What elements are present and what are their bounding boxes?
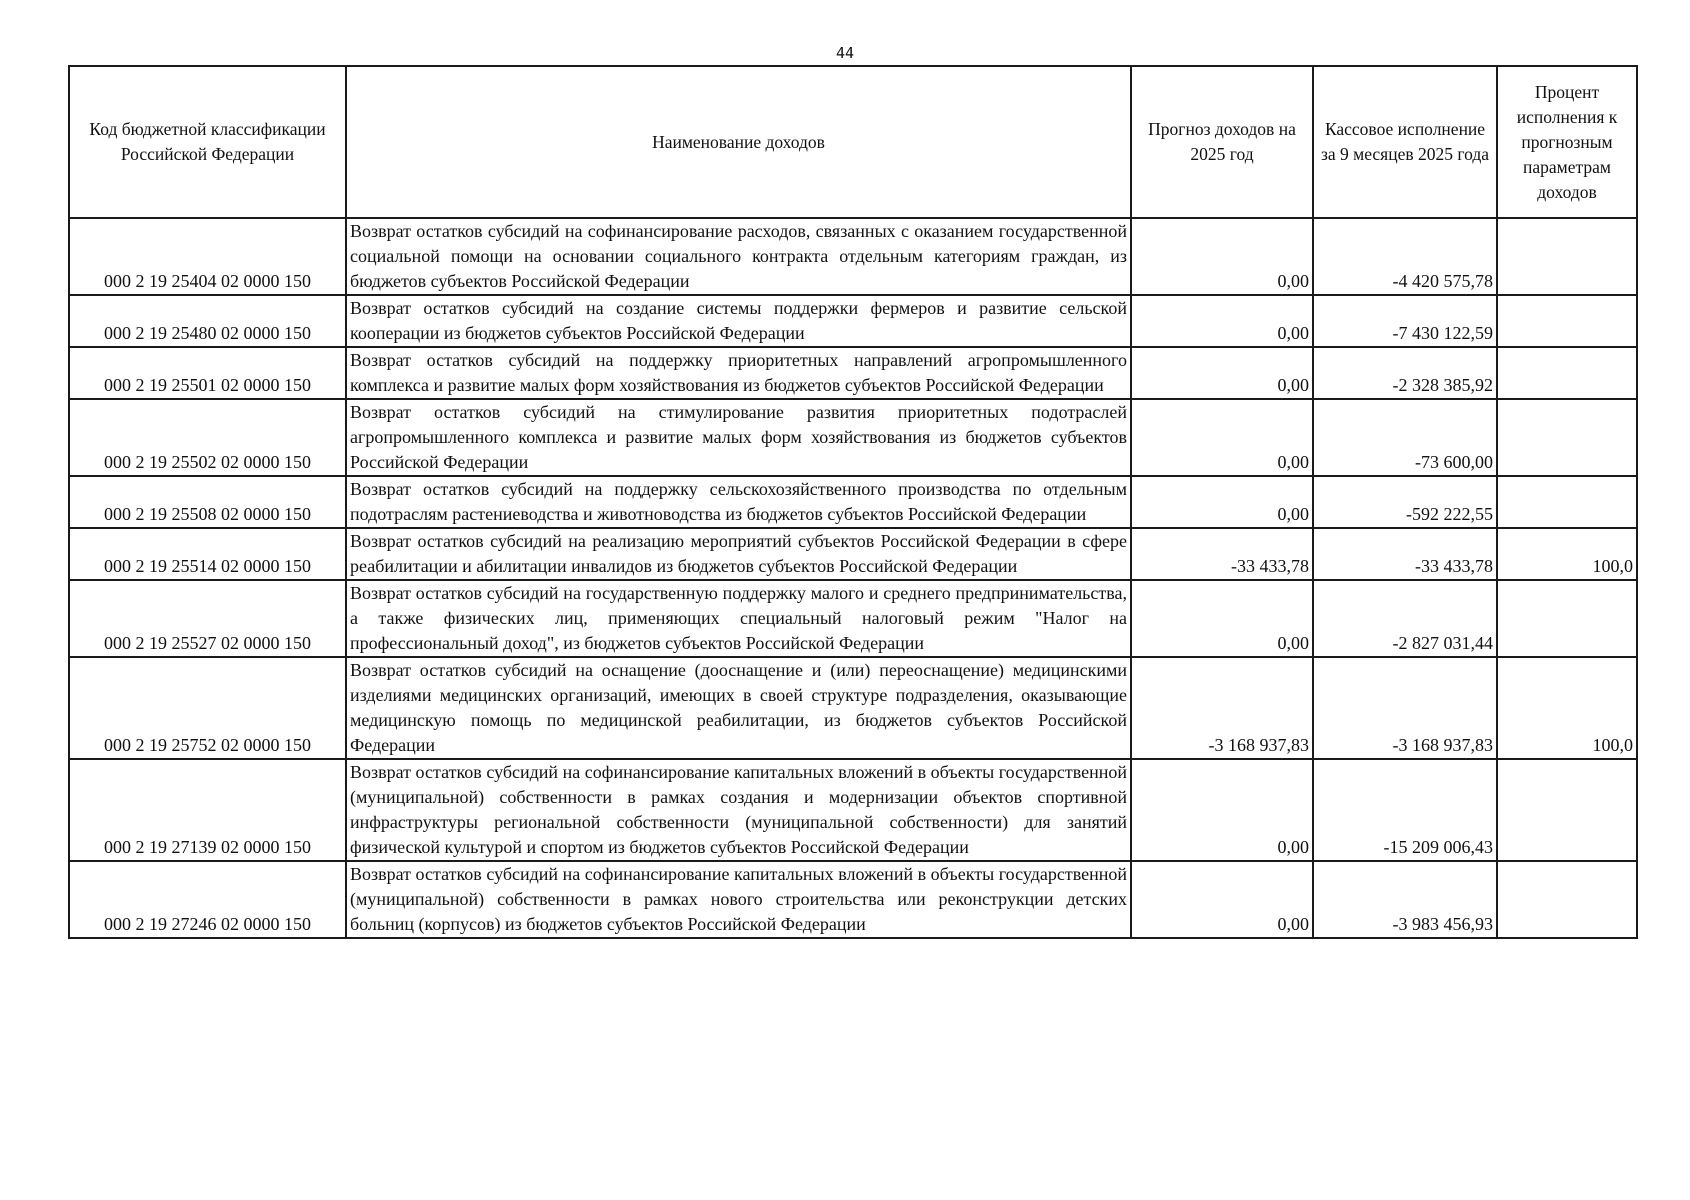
row-code: 000 2 19 25502 02 0000 150	[69, 399, 346, 476]
row-forecast: -3 168 937,83	[1131, 657, 1313, 759]
row-forecast: 0,00	[1131, 295, 1313, 347]
header-code: Код бюджетной классификации Российской Федерации	[69, 66, 346, 218]
row-forecast: -33 433,78	[1131, 528, 1313, 580]
header-row	[69, 66, 1637, 218]
row-code: 000 2 19 25527 02 0000 150	[69, 580, 346, 657]
table-row	[69, 861, 1637, 938]
table-row	[69, 580, 1637, 657]
row-forecast: 0,00	[1131, 399, 1313, 476]
row-code: 000 2 19 25752 02 0000 150	[69, 657, 346, 759]
table-row	[69, 399, 1637, 476]
row-forecast: 0,00	[1131, 580, 1313, 657]
row-execution: -592 222,55	[1313, 476, 1497, 528]
row-execution: -4 420 575,78	[1313, 218, 1497, 295]
row-code: 000 2 19 25404 02 0000 150	[69, 218, 346, 295]
row-name: Возврат остатков субсидий на стимулирование развития приоритетных подотраслей агропромышленного комплекса и развитие малых форм хозяйствования из бюджетов субъектов Российской Федерации	[346, 399, 1131, 476]
row-percent	[1497, 295, 1637, 347]
row-execution: -2 328 385,92	[1313, 347, 1497, 399]
row-forecast: 0,00	[1131, 861, 1313, 938]
row-forecast: 0,00	[1131, 347, 1313, 399]
table-row	[69, 218, 1637, 295]
row-code: 000 2 19 25508 02 0000 150	[69, 476, 346, 528]
row-name: Возврат остатков субсидий на государственную поддержку малого и среднего предпринимательства, а также физических лиц, применяющих специальный налоговый режим "Налог на профессиональный доход", из бюджетов субъектов Российской Федерации	[346, 580, 1131, 657]
row-percent	[1497, 759, 1637, 861]
row-execution: -73 600,00	[1313, 399, 1497, 476]
row-execution: -3 168 937,83	[1313, 657, 1497, 759]
row-code: 000 2 19 25501 02 0000 150	[69, 347, 346, 399]
table-row	[69, 347, 1637, 399]
table-row	[69, 295, 1637, 347]
row-forecast: 0,00	[1131, 759, 1313, 861]
revenue-table	[68, 65, 1638, 939]
row-percent: 100,0	[1497, 657, 1637, 759]
header-name: Наименование доходов	[346, 66, 1131, 218]
row-execution: -3 983 456,93	[1313, 861, 1497, 938]
row-name: Возврат остатков субсидий на поддержку приоритетных направлений агропромышленного комплекса и развитие малых форм хозяйствования из бюджетов субъектов Российской Федерации	[346, 347, 1131, 399]
row-name: Возврат остатков субсидий на создание системы поддержки фермеров и развитие сельской кооперации из бюджетов субъектов Российской Федерации	[346, 295, 1131, 347]
row-execution: -15 209 006,43	[1313, 759, 1497, 861]
row-code: 000 2 19 27139 02 0000 150	[69, 759, 346, 861]
table-row	[69, 657, 1637, 759]
row-name: Возврат остатков субсидий на реализацию мероприятий субъектов Российской Федерации в сфере реабилитации и абилитации инвалидов из бюджетов субъектов Российской Федерации	[346, 528, 1131, 580]
row-name: Возврат остатков субсидий на оснащение (дооснащение и (или) переоснащение) медицинскими изделиями медицинских организаций, имеющих в своей структуре подразделения, оказывающие медицинскую помощь по медицинской реабилитации, из бюджетов субъектов Российской Федерации	[346, 657, 1131, 759]
header-forecast: Прогноз доходов на 2025 год	[1131, 66, 1313, 218]
row-forecast: 0,00	[1131, 218, 1313, 295]
row-code: 000 2 19 27246 02 0000 150	[69, 861, 346, 938]
row-execution: -7 430 122,59	[1313, 295, 1497, 347]
row-percent	[1497, 218, 1637, 295]
row-code: 000 2 19 25480 02 0000 150	[69, 295, 346, 347]
row-percent	[1497, 861, 1637, 938]
header-execution: Кассовое исполнение за 9 месяцев 2025 года	[1313, 66, 1497, 218]
row-execution: -2 827 031,44	[1313, 580, 1497, 657]
page-number: 44	[835, 44, 855, 62]
row-execution: -33 433,78	[1313, 528, 1497, 580]
row-name: Возврат остатков субсидий на софинансирование капитальных вложений в объекты государственной (муниципальной) собственности в рамках создания и модернизации объектов спортивной инфраструктуры региональной собственности (муниципальной собственности) для занятий физической культурой и спортом из бюджетов субъектов Российской Федерации	[346, 759, 1131, 861]
header-percent: Процент исполнения к прогнозным параметрам доходов	[1497, 66, 1637, 218]
table-row	[69, 476, 1637, 528]
row-name: Возврат остатков субсидий на софинансирование капитальных вложений в объекты государственной (муниципальной) собственности в рамках нового строительства или реконструкции детских больниц (корпусов) из бюджетов субъектов Российской Федерации	[346, 861, 1131, 938]
row-percent	[1497, 580, 1637, 657]
row-name: Возврат остатков субсидий на поддержку сельскохозяйственного производства по отдельным подотраслям растениеводства и животноводства из бюджетов субъектов Российской Федерации	[346, 476, 1131, 528]
row-forecast: 0,00	[1131, 476, 1313, 528]
table-row	[69, 759, 1637, 861]
row-name: Возврат остатков субсидий на софинансирование расходов, связанных с оказанием государственной социальной помощи на основании социального контракта отдельным категориям граждан, из бюджетов субъектов Российской Федерации	[346, 218, 1131, 295]
row-percent	[1497, 347, 1637, 399]
row-code: 000 2 19 25514 02 0000 150	[69, 528, 346, 580]
table-row	[69, 528, 1637, 580]
row-percent	[1497, 476, 1637, 528]
row-percent: 100,0	[1497, 528, 1637, 580]
row-percent	[1497, 399, 1637, 476]
